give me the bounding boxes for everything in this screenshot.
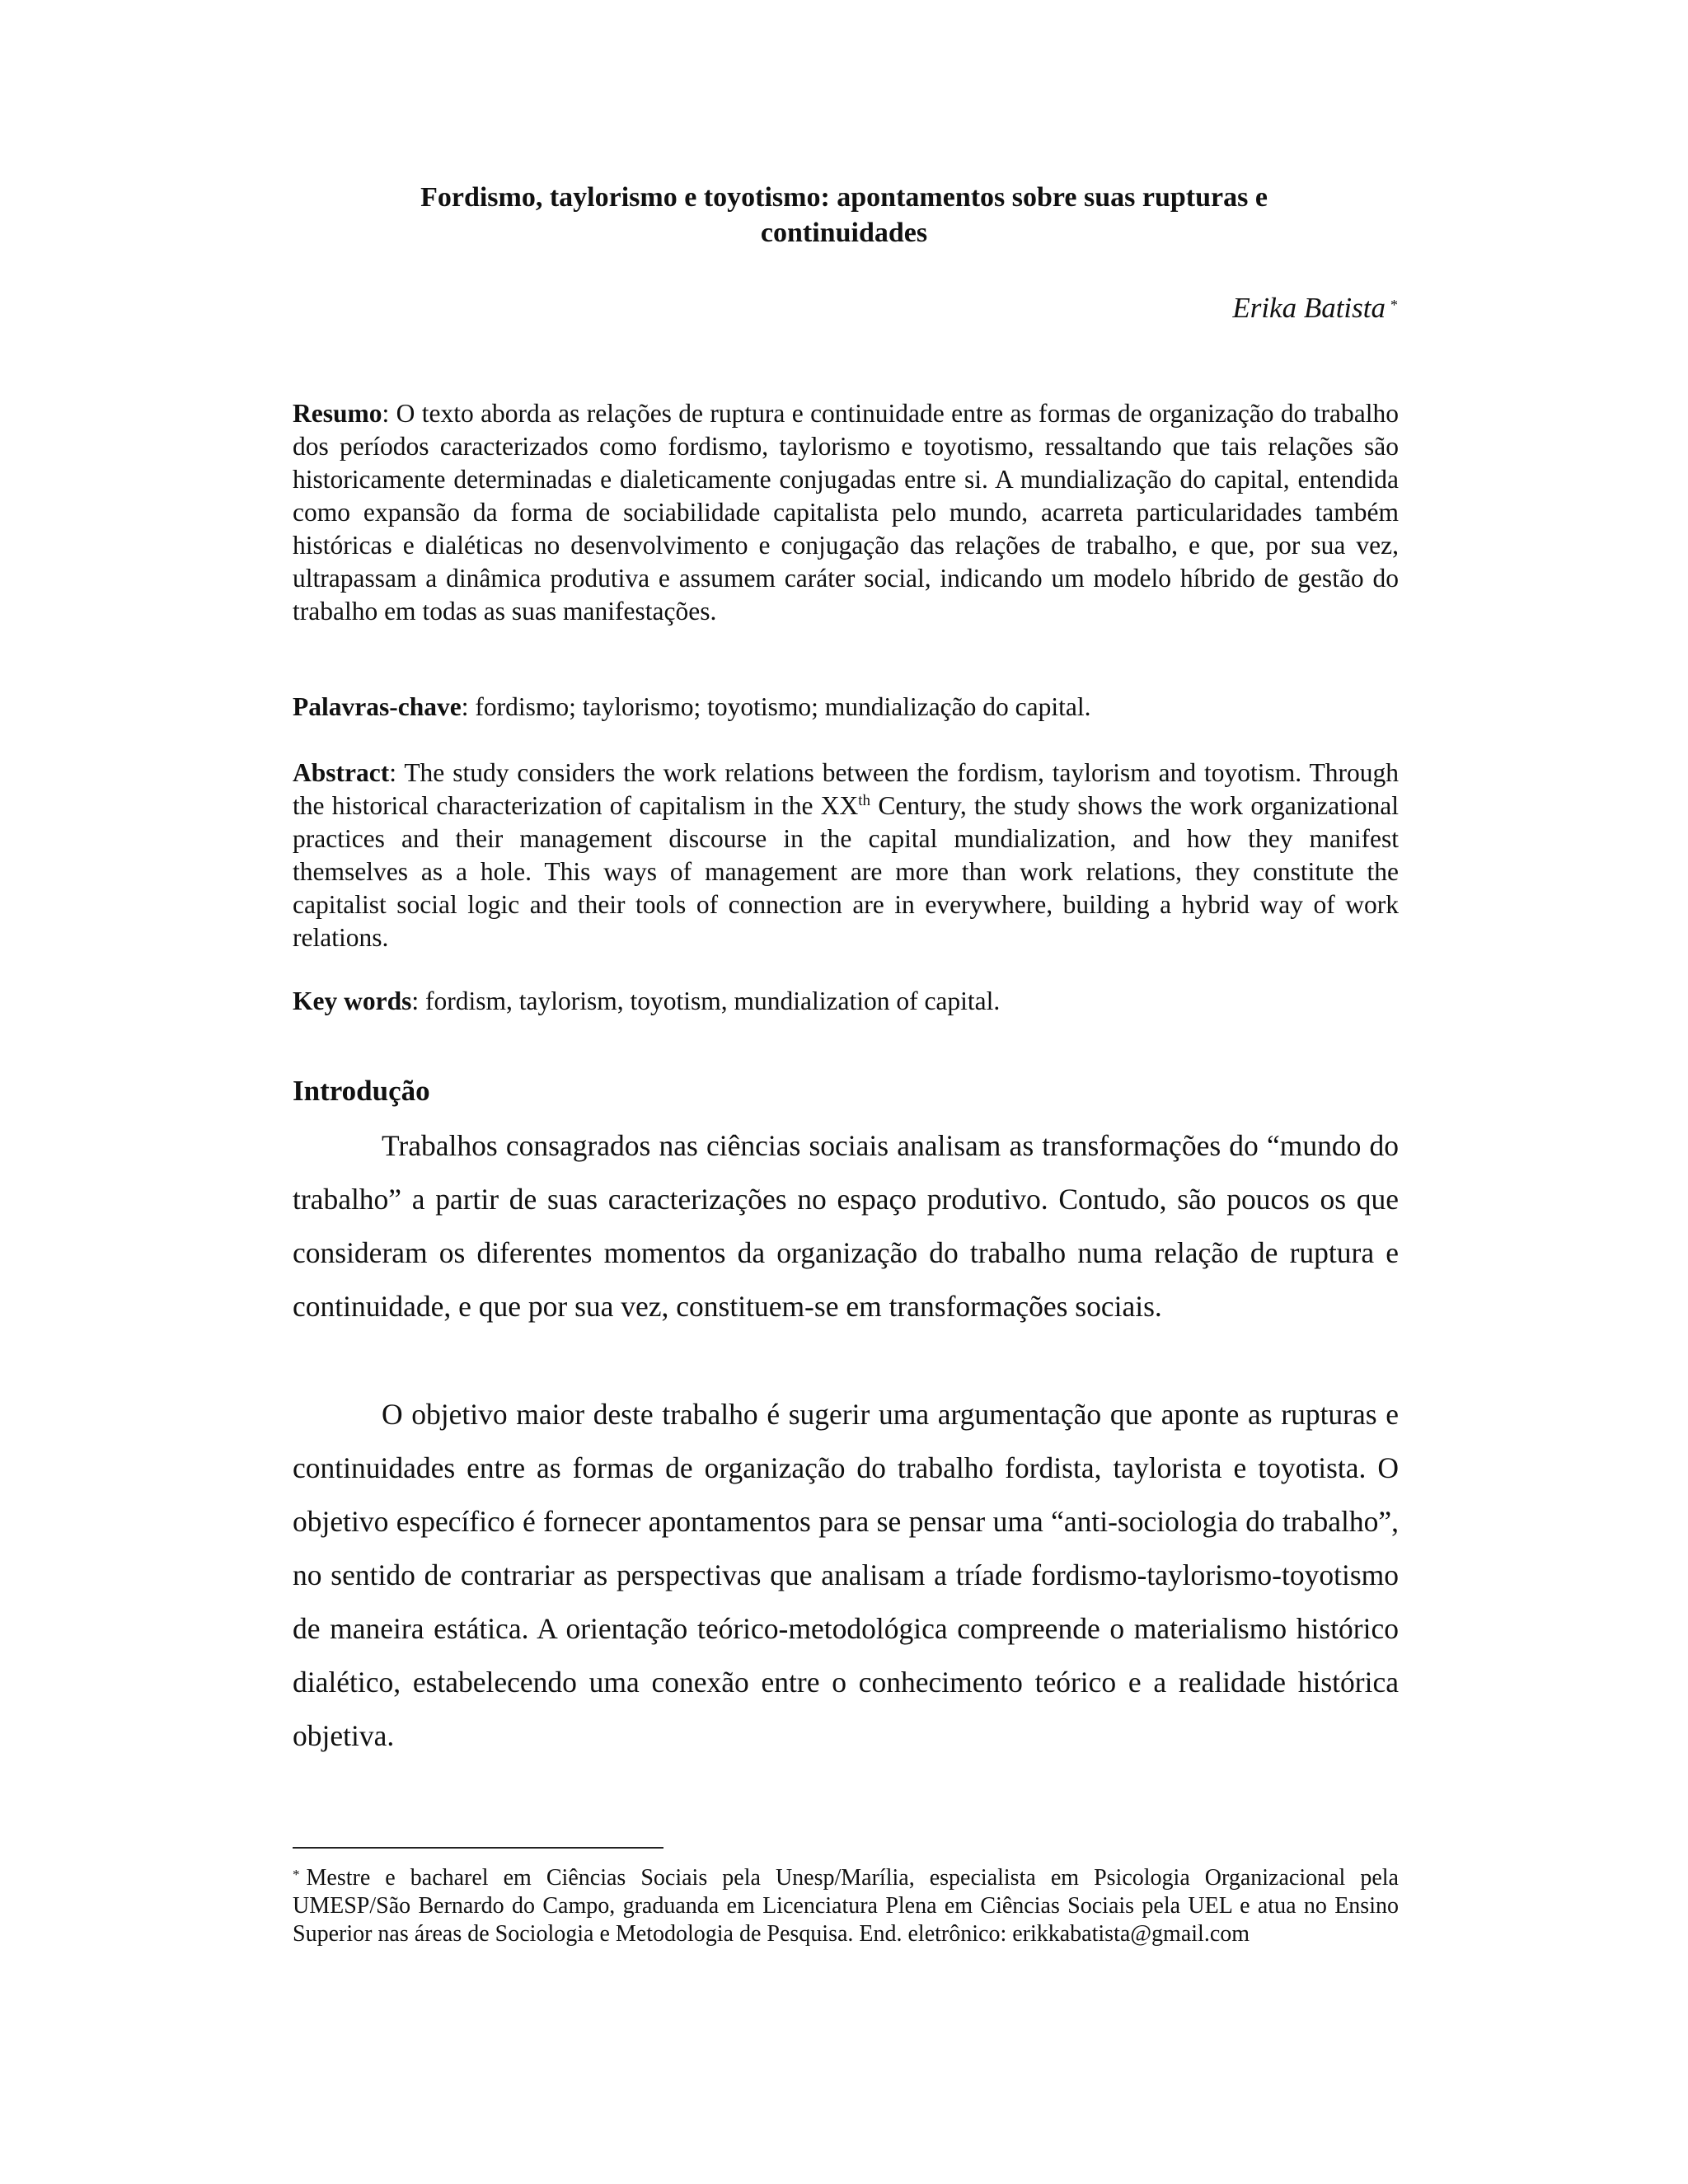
paper-title-line-2: continuidades [760,218,928,248]
palavras-chave-paragraph [293,691,1399,724]
body-paragraph: O objetivo maior deste trabalho é sugerir uma argumentação que aponte as rupturas e continuidades entre as formas de organização do trabalho fordista, taylorista e toyotista. O objetivo específico é fornecer apontamentos para se pensar uma “anti-sociologia do trabalho”, no sentido de contrariar as perspectivas que analisam a tríade fordismo-taylorismo-toyotismo de maneira estática. A orientação teórico-metodológica compreende o materialismo histórico dialético, estabelecendo uma conexão entre o conhecimento teórico e a realidade histórica objetiva. [293,1398,1399,1752]
body-paragraph: Trabalhos consagrados nas ciências sociais analisam as transformações do “mundo do trabalho” a partir de suas caracterizações no espaço produtivo. Contudo, são poucos os que consideram os diferentes momentos da organização do trabalho numa relação de ruptura e continuidade, e que por sua vez, constituem-se em transformações sociais. [293,1129,1399,1323]
abstract-label: Abstract [293,758,390,787]
author-byline [1232,290,1398,326]
resumo-text: : O texto aborda as relações de ruptura e continuidade entre as formas de organização do trabalho dos períodos caracterizados como fordismo, taylorismo e toyotismo, ressaltando que tais relações são historicamente determinadas e dialeticamente conjugadas entre si. A mundialização do capital, entendida como expansão da forma de sociabilidade capitalista pelo mundo, acarreta particularidades também históricas e dialéticas no desenvolvimento e conjugação das relações de trabalho, e que, por sua vez, ultrapassam a dinâmica produtiva e assumem caráter social, indicando um modelo híbrido de gestão do trabalho em todas as suas manifestações. [293,399,1399,626]
author-footnote-mark: * [1390,297,1398,313]
resumo-label: Resumo [293,399,382,428]
footnote-separator [293,1847,663,1849]
paper-title [288,180,1400,251]
resumo-paragraph [293,397,1399,628]
section-heading-introducao: Introdução [293,1075,430,1107]
footnote [293,1864,1399,1948]
author-name: Erika Batista [1232,292,1386,324]
key-words-label: Key words [293,987,412,1015]
abstract-text-before: : The study considers the work relations between the fordism, taylorism and toyotism. Through the historical characterization of capitalism in the XX [293,758,1399,820]
abstract-superscript: th [858,792,871,809]
footnote-mark: * [293,1867,300,1882]
palavras-chave-text: : fordismo; taylorismo; toyotismo; mundialização do capital. [461,692,1091,721]
paper-title-line-1: Fordismo, taylorismo e toyotismo: apontamentos sobre suas rupturas e [420,182,1268,213]
palavras-chave-label: Palavras-chave [293,692,462,721]
key-words-paragraph [293,985,1399,1018]
abstract-text-after: Century, the study shows the work organizational practices and their management discourse in the capital mundialization, and how they manifest themselves as a hole. This ways of management are more than work relations, they constitute the capitalist social logic and their tools of connection are in everywhere, building a hybrid way of work relations. [293,791,1399,952]
key-words-text: : fordism, taylorism, toyotism, mundialization of capital. [411,987,1001,1015]
footnote-text: Mestre e bacharel em Ciências Sociais pela Unesp/Marília, especialista em Psicologia Organizacional pela UMESP/São Bernardo do Campo, graduanda em Licenciatura Plena em Ciências Sociais pela UEL e atua no Ensino Superior nas áreas de Sociologia e Metodologia de Pesquisa. End. eletrônico: erikkabatista@gmail.com [293,1865,1399,1947]
abstract-paragraph [293,757,1399,954]
